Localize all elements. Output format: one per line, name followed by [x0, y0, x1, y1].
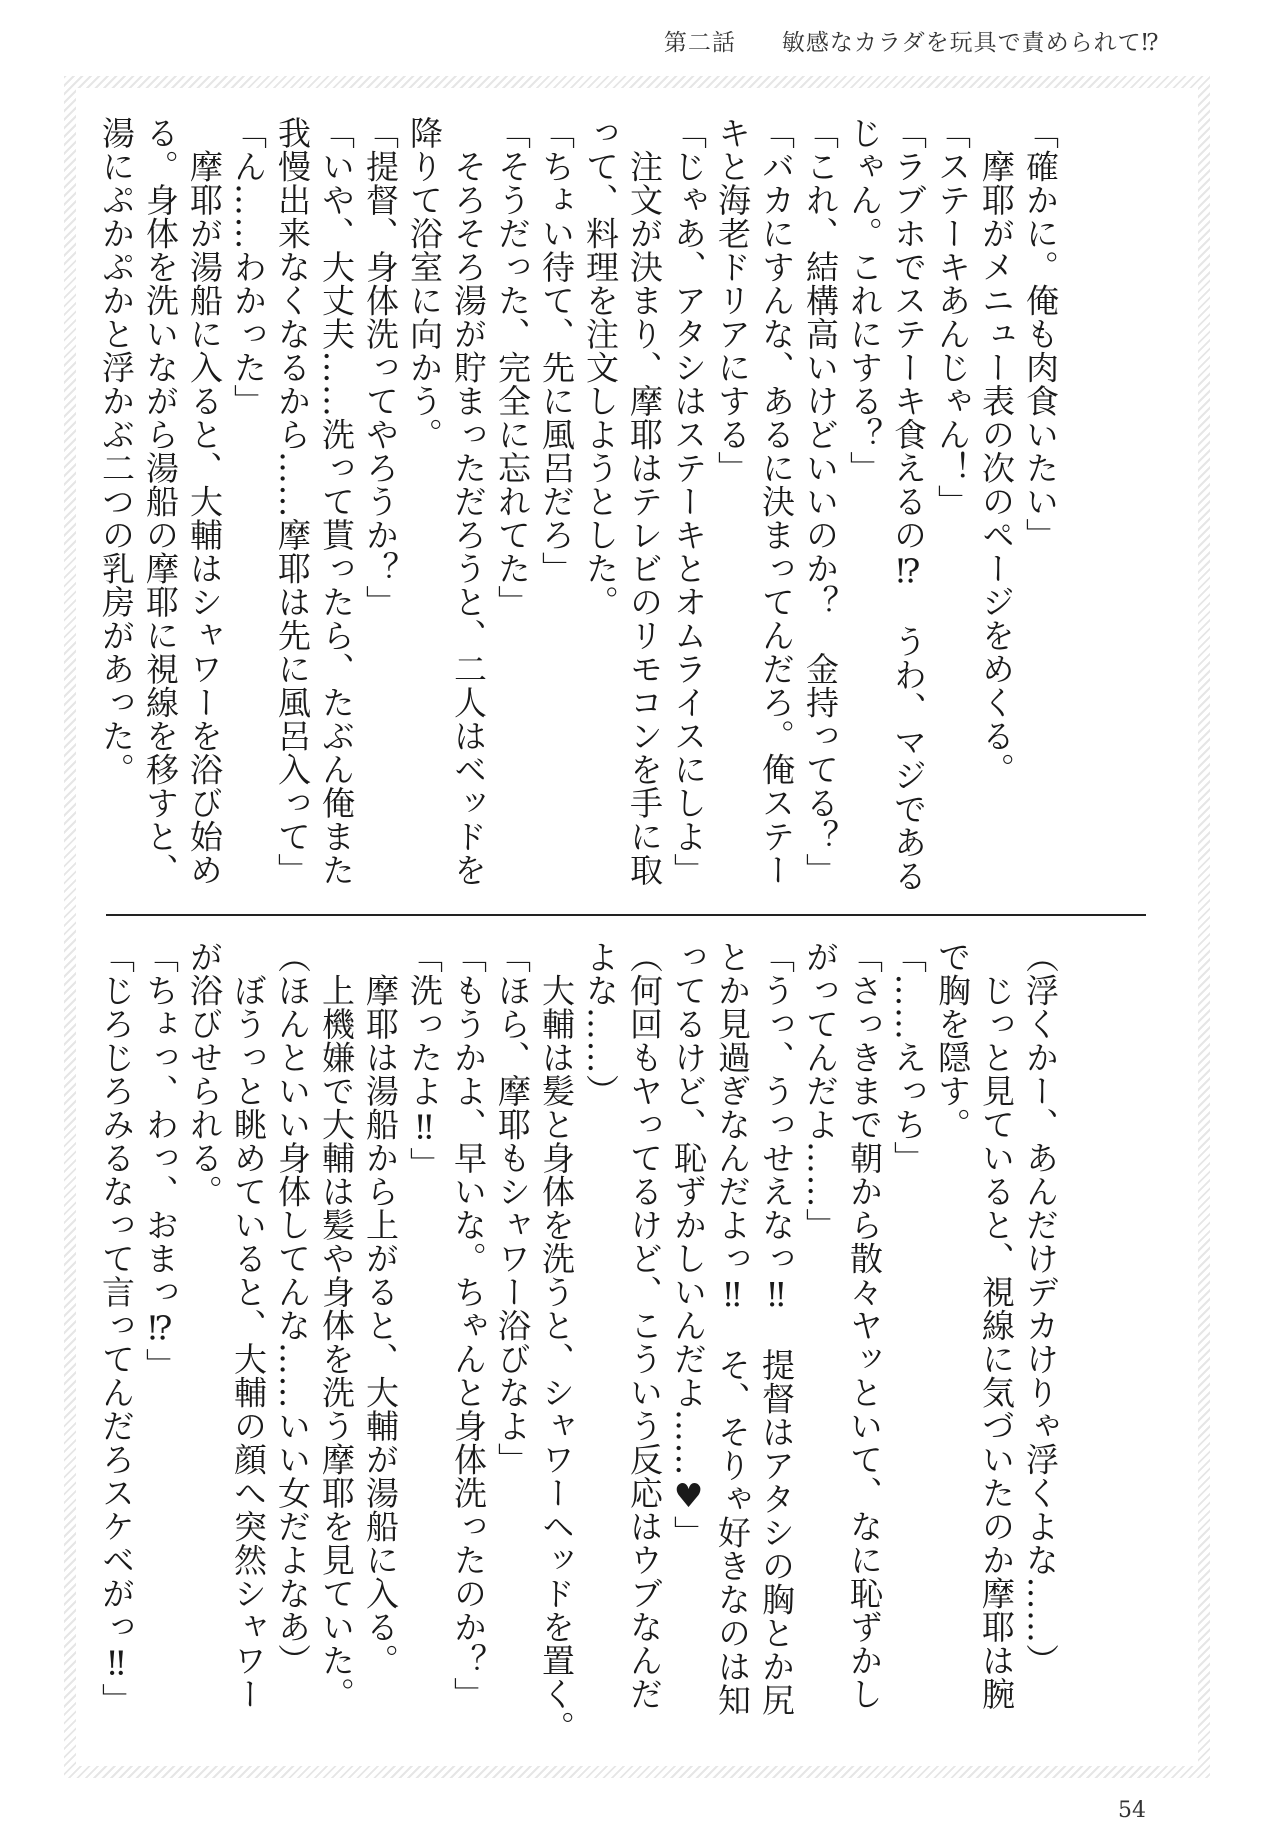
text-line: が浴びせられる。 [185, 940, 224, 1208]
text-line: で胸を隠す。 [933, 940, 972, 1141]
text-line: 湯にぷかぷかと浮かぶ二つの乳房があった。 [97, 116, 136, 786]
text-line: 注文が決まり、摩耶はテレビのリモコンを手に取 [625, 116, 664, 887]
text-line: 「じゃあ、アタシはステーキとオムライスにしよ」 [669, 116, 708, 887]
text-line: 「……えっち」 [889, 940, 928, 1175]
text-line: じゃん。これにする？」 [845, 116, 884, 485]
text-line: 「ちょい待て、先に風呂だろ」 [537, 116, 576, 585]
text-line: 「そうだった、完全に忘れてた」 [493, 116, 532, 619]
text-line: 上機嫌で大輔は髪や身体を洗う摩耶を見ていた。 [317, 940, 356, 1711]
text-line: 「バカにすんな、あるに決まってんだろ。俺ステー [757, 116, 796, 887]
text-line: 「ん……わかった」 [229, 116, 268, 418]
chapter-title: 敏感なカラダを玩具で責められて⁉ [781, 30, 1160, 56]
text-line: 「確かに。俺も肉食いたい」 [1021, 116, 1060, 552]
text-line: 「いや、大丈夫……洗って貰ったら、たぶん俺また [317, 116, 356, 887]
running-header [600, 24, 1160, 57]
text-line: 「うっ、うっせえなっ‼ 提督はアタシの胸とか尻 [757, 940, 796, 1717]
text-line: 「これ、結構高いけどいいのか？ 金持ってる？」 [801, 116, 840, 887]
lower-text-block [94, 940, 1062, 1744]
text-line: とか見過ぎなんだよっ‼ そ、そりゃ好きなのは知 [713, 940, 752, 1717]
upper-text-block [94, 116, 1062, 906]
text-line: 「ほら、摩耶もシャワー浴びなよ」 [493, 940, 532, 1476]
text-line: がってんだよ……」 [801, 940, 840, 1242]
chapter-label: 第二話 [663, 30, 736, 56]
text-line: ってるけど、恥ずかしいんだよ……♥」 [669, 940, 708, 1549]
text-line: 摩耶は湯船から上がると、大輔が湯船に入る。 [361, 940, 400, 1677]
text-line: 「ラブホでステーキ食えるの⁉ うわ、マジである [889, 116, 928, 893]
text-line: キと海老ドリアにする」 [713, 116, 752, 485]
text-line: る。身体を洗いながら湯船の摩耶に視線を移すと、 [141, 116, 180, 887]
page-number: 54 [1118, 1798, 1146, 1823]
text-line: 摩耶が湯船に入ると、大輔はシャワーを浴び始め [185, 116, 224, 887]
text-line: じっと見ていると、視線に気づいたのか摩耶は腕 [977, 940, 1016, 1711]
text-line: （浮くかー、あんだけデカけりゃ浮くよな……） [1021, 940, 1060, 1677]
text-line: そろそろ湯が貯まっただろうと、二人はベッドを [449, 116, 488, 887]
text-line: ぼうっと眺めていると、大輔の顔へ突然シャワー [229, 940, 268, 1711]
text-line: （ほんといい身体してんな……いい女だよなあ） [273, 940, 312, 1677]
text-line: （何回もヤってるけど、こういう反応はウブなんだ [625, 940, 664, 1711]
text-line: 「ちょっ、わっ、おまっ⁉」 [141, 940, 180, 1382]
text-line: 「ステーキあんじゃん！」 [933, 116, 972, 518]
text-line: 「洗ったよ‼」 [405, 940, 444, 1181]
text-line: 我慢出来なくなるから……摩耶は先に風呂入って」 [273, 116, 312, 887]
text-line: 摩耶がメニュー表の次のページをめくる。 [977, 116, 1016, 786]
text-line: 「提督、身体洗ってやろうか？」 [361, 116, 400, 619]
text-line: 「もうかよ、早いな。ちゃんと身体洗ったのか？」 [449, 940, 488, 1711]
text-line: って、料理を注文しようとした。 [581, 116, 620, 619]
text-line: 大輔は髪と身体を洗うと、シャワーヘッドを置く。 [537, 940, 576, 1744]
text-line: 降りて浴室に向かう。 [405, 116, 444, 451]
text-line: 「じろじろみるなって言ってんだろスケベがっ‼」 [97, 940, 136, 1717]
section-divider [106, 914, 1146, 916]
text-line: よな……） [581, 940, 620, 1108]
text-line: 「さっきまで朝から散々ヤッといて、なに恥ずかし [845, 940, 884, 1711]
